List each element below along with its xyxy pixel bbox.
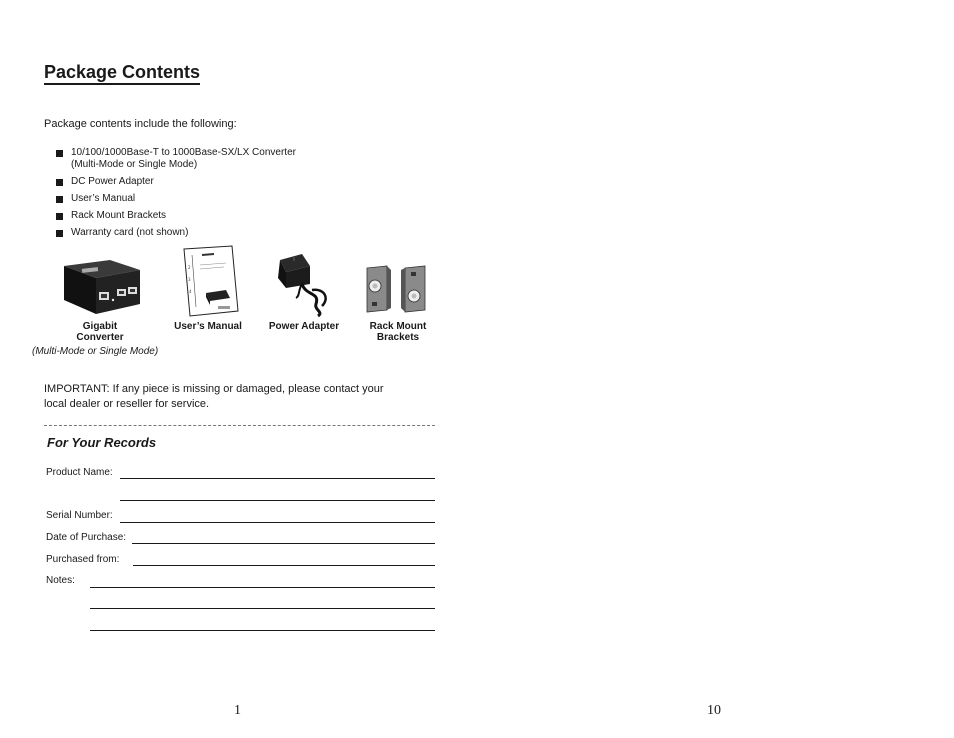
gigabit-converter-image [62,258,142,316]
brackets-caption: Rack Mount Brackets [369,321,427,343]
users-manual-image [180,245,240,318]
list-item-sublabel: (Multi-Mode or Single Mode) [71,159,198,170]
serial-number-line[interactable] [120,522,435,523]
rack-mount-brackets-image [365,264,433,314]
square-bullet-icon [56,230,63,237]
important-notice: IMPORTANT: If any piece is missing or damaged, please contact your local dealer or reseller for service. [44,383,384,410]
power-adapter-image [272,252,336,318]
records-title: For Your Records [47,435,157,450]
notes-label: Notes: [46,575,75,586]
page-number-left: 1 [234,703,241,718]
converter-caption: Gigabit Converter [76,321,124,343]
adapter-caption: Power Adapter [268,321,340,332]
page-number-right: 10 [707,703,721,718]
square-bullet-icon [56,196,63,203]
date-of-purchase-label: Date of Purchase: [46,532,127,543]
notes-line-3[interactable] [90,630,435,631]
notes-line-2[interactable] [90,608,435,609]
intro-text: Package contents include the following: [44,118,237,130]
serial-number-label: Serial Number: [46,510,113,521]
product-name-line[interactable] [120,478,435,479]
list-item-label: 10/100/1000Base-T to 1000Base-SX/LX Converter [71,147,296,158]
manual-caption: User’s Manual [174,321,242,332]
notes-line-1[interactable] [90,587,435,588]
list-item-label: Warranty card (not shown) [71,227,189,238]
converter-subcaption: (Multi-Mode or Single Mode) [32,346,159,357]
square-bullet-icon [56,213,63,220]
list-item-label: DC Power Adapter [71,176,154,187]
svg-text:4: 4 [189,289,192,294]
list-item-label: Rack Mount Brackets [71,210,167,221]
product-name-label: Product Name: [46,467,113,478]
svg-text:3: 3 [188,277,191,282]
square-bullet-icon [56,179,63,186]
section-divider [44,425,435,426]
list-item-label: User’s Manual [71,193,136,204]
purchased-from-label: Purchased from: [46,554,120,565]
purchased-from-line[interactable] [133,565,435,566]
svg-text:2: 2 [188,265,191,270]
page-title: Package Contents [44,62,200,85]
date-of-purchase-line[interactable] [132,543,435,544]
square-bullet-icon [56,150,63,157]
product-name-line-2[interactable] [120,500,435,501]
